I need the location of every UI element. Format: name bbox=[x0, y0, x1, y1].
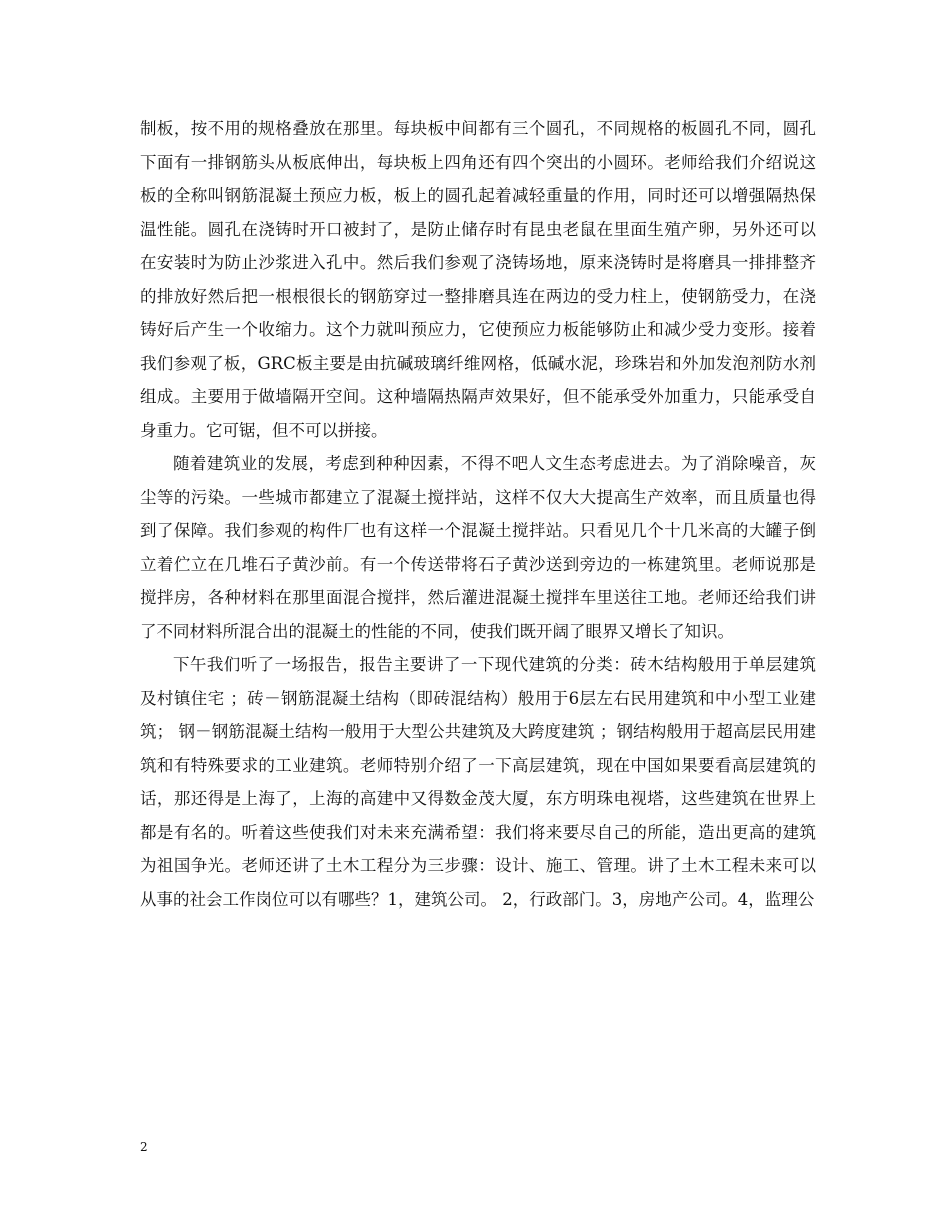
paragraph-3: 下午我们听了一场报告，报告主要讲了一下现代建筑的分类：砖木结构般用于单层建筑及村镇住宅 ；砖－钢筋混凝土结构（即砖混结构）般用于6层左右民用建筑和中小型工业建筑； 钢－钢筋混凝土结构一般用于大型公共建筑及大跨度建筑 ；钢结构般用于超高层民用建筑和有特殊要求的工业建筑。老师特别介绍了一下高层建筑，现在中国如果要看高层建筑的话，那还得是上海了，上海的高建中又得数金茂大厦，东方明珠电视塔，这些建筑在世界上都是有名的。听着这些使我们对未来充满希望：我们将来要尽自己的所能，造出更高的建筑为祖国争光。老师还讲了土木工程分为三步骤：设计、施工、管理。讲了土木工程未来可以从事的社会工作岗位可以有哪些？1，建筑公司。 2，行政部门。3，房地产公司。4，监理公 bbox=[140, 655, 816, 909]
paragraph-1: 制板，按不用的规格叠放在那里。每块板中间都有三个圆孔，不同规格的板圆孔不同，圆孔下面有一排钢筋头从板底伸出，每块板上四角还有四个突出的小圆环。老师给我们介绍说这板的全称叫钢筋混凝土预应力板，板上的圆孔起着减轻重量的作用，同时还可以增强隔热保温性能。圆孔在浇铸时开口被封了，是防止储存时有昆虫老鼠在里面生殖产卵，另外还可以在安装时为防止沙浆进入孔中。然后我们参观了浇铸场地，原来浇铸时是将磨具一排排整齐的排放好然后把一根根很长的钢筋穿过一整排磨具连在两边的受力柱上，使钢筋受力，在浇铸好后产生一个收缩力。这个力就叫预应力，它使预应力板能够防止和减少受力变形。接着我们参观了板，GRC板主要是由抗碱玻璃纤维网格，低碱水泥，珍珠岩和外加发泡剂防水剂组成。主要用于做墙隔开空间。这种墙隔热隔声效果好，但不能承受外加重力，只能承受自身重力。它可锯，但不可以拼接。 bbox=[140, 119, 816, 440]
body-text bbox=[140, 112, 816, 916]
paragraph-2: 随着建筑业的发展，考虑到种种因素，不得不吧人文生态考虑进去。为了消除噪音，灰尘等的污染。一些城市都建立了混凝土搅拌站，这样不仅大大提高生产效率，而且质量也得到了保障。我们参观的构件厂也有这样一个混凝土搅拌站。只看见几个十几米高的大罐子倒立着伫立在几堆石子黄沙前。有一个传送带将石子黄沙送到旁边的一栋建筑里。老师说那是搅拌房，各种材料在那里面混合搅拌，然后灌进混凝土搅拌车里送往工地。老师还给我们讲了不同材料所混合出的混凝土的性能的不同，使我们既开阔了眼界又增长了知识。 bbox=[140, 454, 816, 641]
page-number: 2 bbox=[140, 1140, 148, 1154]
